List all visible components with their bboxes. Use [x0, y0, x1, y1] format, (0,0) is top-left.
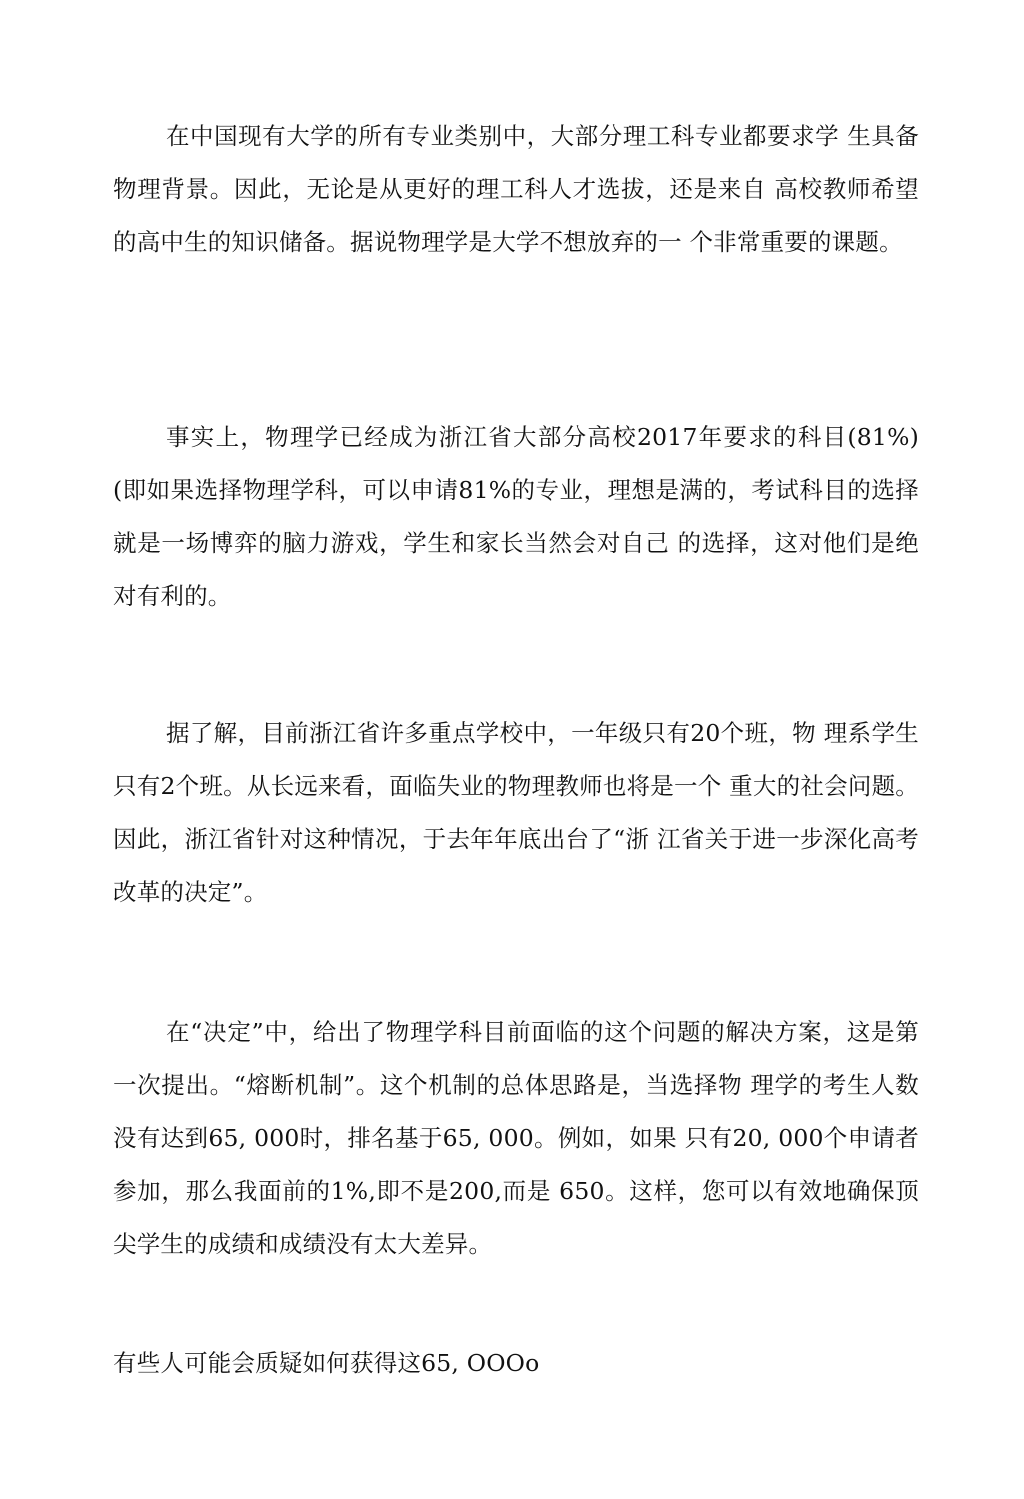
paragraph-class-numbers: 据了解，目前浙江省许多重点学校中，一年级只有20个班，物 理系学生只有2个班。从长远来看，面临失业的物理教师也将是一个 重大的社会问题。因此，浙江省针对这种情况，于去年年底出台了“浙 江省关于进一步深化高考改革的决定”。 [113, 719, 919, 906]
paragraph-closing-question: 有些人可能会质疑如何获得这65, OOOo [113, 1349, 540, 1377]
paragraph-fuse-mechanism: 在“决定”中，给出了物理学科目前面临的这个问题的解决方案，这是第一次提出。“熔断机制”。这个机制的总体思路是，当选择物 理学的考生人数没有达到65, 000时，排名基于65, 000。例如，如果 只有20, 000个申请者参加，那么我面前的1%,即不是200,而是 650。这样，您可以有效地确保顶尖学生的成绩和成绩没有太大差异。 [113, 1018, 919, 1258]
paragraph-physics-requirement-2017: 事实上，物理学已经成为浙江省大部分高校2017年要求的科目(81%)(即如果选择物理学科，可以申请81%的专业，理想是满的，考试科目的选择就是一场博弈的脑力游戏，学生和家长当然会对自己 的选择，这对他们是绝对有利的。 [113, 423, 919, 610]
paragraph-physics-background: 在中国现有大学的所有专业类别中，大部分理工科专业都要求学 生具备物理背景。因此，无论是从更好的理工科人才选拔，还是来自 高校教师希望的高中生的知识储备。据说物理学是大学不想放弃的一 个非常重要的课题。 [113, 122, 919, 256]
